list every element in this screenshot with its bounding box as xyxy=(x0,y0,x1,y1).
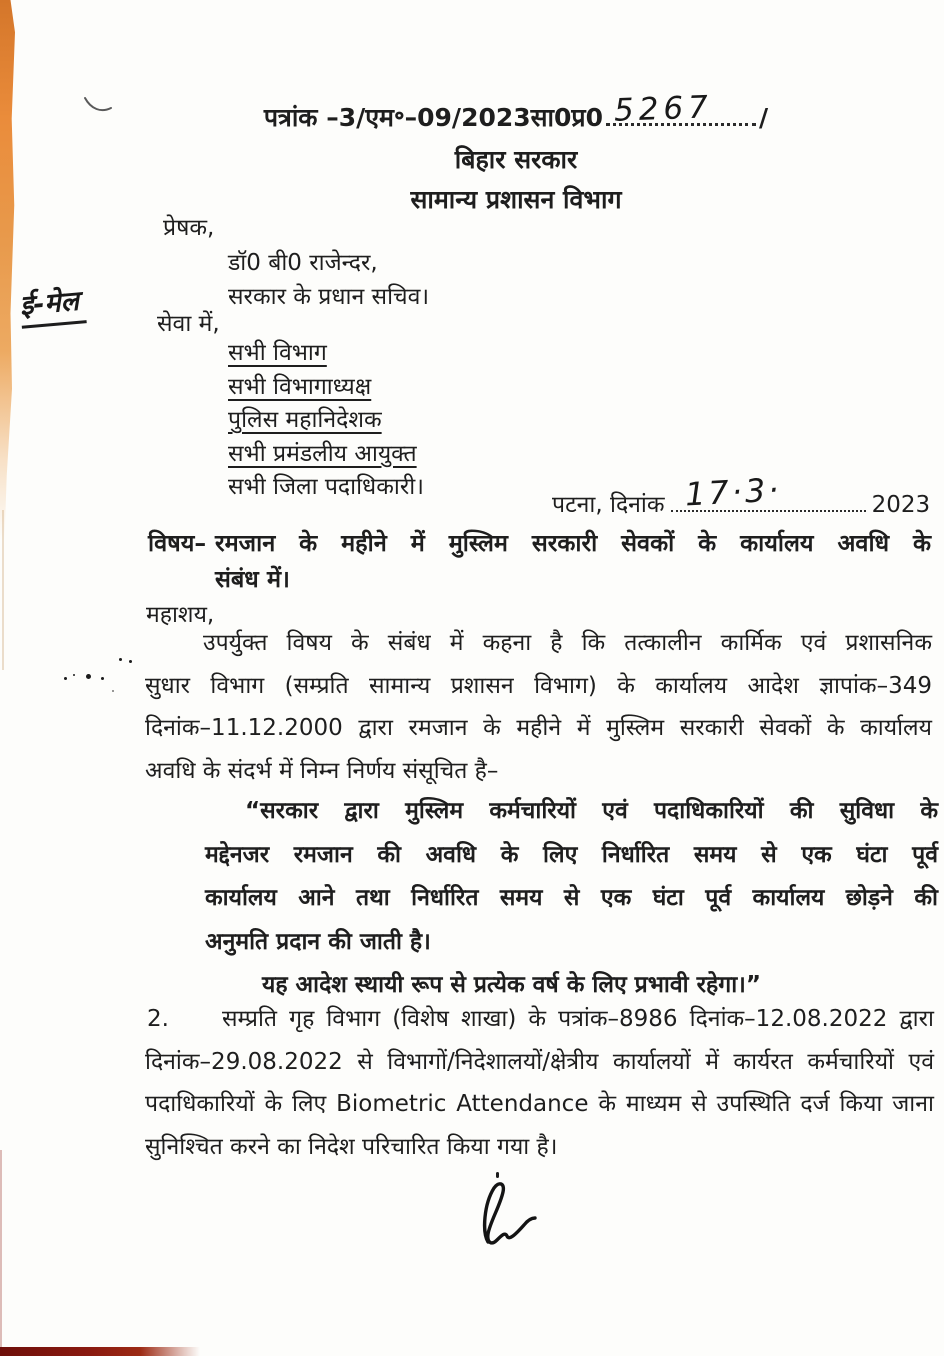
body-line: अवधि के संदर्भ में निम्न निर्णय संसूचित है– xyxy=(145,757,499,784)
recipient-item: पुलिस महानिदेशक xyxy=(228,407,382,433)
body-paragraph-2 xyxy=(145,998,934,1168)
para2-number: 2. xyxy=(147,1006,169,1032)
recipient-item: सभी विभाग xyxy=(228,340,327,366)
quote-line: अनुमति प्रदान की जाती है। xyxy=(205,928,431,955)
letterhead xyxy=(88,89,944,216)
place-date-line xyxy=(552,470,931,519)
ink-speck xyxy=(101,677,104,680)
government-title: बिहार सरकार xyxy=(454,145,578,174)
body-line: दिनांक–11.12.2000 द्वारा रमजान के महीने में मुस्लिम सरकारी सेवकों के कार्यालय xyxy=(145,715,932,741)
body-line: उपर्युक्त विषय के संबंध में कहना है कि तत्कालीन कार्मिक एवं प्रशासनिक xyxy=(203,630,932,656)
date-dotted-line xyxy=(671,470,866,514)
recipient-item: सभी जिला पदाधिकारी। xyxy=(228,474,424,500)
subject-line: रमजान के महीने में मुस्लिम सरकारी सेवकों के कार्यालय अवधि के xyxy=(215,529,931,557)
recipients-list xyxy=(228,337,424,505)
place-date-prefix: पटना, दिनांक xyxy=(552,492,665,518)
quote-line: “सरकार द्वारा मुस्लिम कर्मचारियों एवं पदाधिकारियों की सुविधा के xyxy=(245,798,938,824)
ref-printed-text: पत्रांक –3/एम॰–09/2023सा0प्र0 xyxy=(263,103,604,132)
quote-paragraph xyxy=(205,790,938,1008)
department-title: सामान्य प्रशासन विभाग xyxy=(410,185,622,214)
ref-handwritten-number: 5267 xyxy=(613,89,714,129)
handwritten-date: 17·3· xyxy=(683,470,782,514)
quote-line: कार्यालय आने तथा निर्धारित समय से एक घंटा पूर्व कार्यालय छोड़ने की xyxy=(205,885,938,911)
ink-speck xyxy=(64,677,67,680)
signature-mark xyxy=(472,1178,550,1252)
ink-speck xyxy=(129,660,132,663)
recipient-item: सभी प्रमंडलीय आयुक्त xyxy=(228,440,417,467)
left-edge-faint-line xyxy=(2,510,4,670)
sender-designation: सरकार के प्रधान सचिव। xyxy=(228,284,430,310)
recipient-item: सभी विभागाध्यक्ष xyxy=(228,373,372,400)
ink-speck xyxy=(112,690,114,692)
ink-speck xyxy=(86,674,91,679)
sender-label: प्रेषक, xyxy=(163,215,215,241)
body-line: सुधार विभाग (सम्प्रति सामान्य प्रशासन विभाग) के कार्यालय आदेश ज्ञापांक–349 xyxy=(145,672,932,699)
subject-line: संबंध में। xyxy=(215,565,290,593)
ref-slash: / xyxy=(759,103,769,132)
ink-speck xyxy=(119,658,122,661)
sender-name: डॉ0 बी0 राजेन्दर, xyxy=(228,250,378,276)
body-line xyxy=(145,998,934,1041)
year-text: 2023 xyxy=(871,492,931,518)
subject-label: विषय– xyxy=(148,529,207,557)
letter-ref-line xyxy=(263,89,769,134)
ref-dotted-line xyxy=(606,89,756,129)
bottom-edge-red-strip xyxy=(0,1347,200,1356)
margin-note-email: ई-मेल xyxy=(18,280,86,328)
quote-line: यह आदेश स्थायी रूप से प्रत्येक वर्ष के लिए प्रभावी रहेगा।” xyxy=(262,972,762,998)
left-edge-red-line xyxy=(0,1150,2,1356)
body-line: सुनिश्चित करने का निदेश परिचारित किया गया है। xyxy=(145,1133,558,1160)
body-line: पदाधिकारियों के लिए Biometric Attendance के माध्यम से उपस्थिति दर्ज किया जाना xyxy=(145,1091,934,1117)
quote-line: मद्देनजर रमजान की अवधि के लिए निर्धारित समय से एक घंटा पूर्व xyxy=(205,841,938,868)
ink-speck xyxy=(73,674,75,676)
body-paragraph-1 xyxy=(145,622,932,792)
salutation: महाशय, xyxy=(146,602,215,628)
body-line: दिनांक–29.08.2022 से विभागों/निदेशालयों/क्षेत्रीय कार्यालयों में कार्यरत कर्मचारियों एवं xyxy=(145,1048,934,1075)
recipients-label: सेवा में, xyxy=(157,311,220,337)
body-line-text: सम्प्रति गृह विभाग (विशेष शाखा) के पत्रांक–8986 दिनांक–12.08.2022 द्वारा xyxy=(222,1006,934,1032)
left-edge-orange-strip xyxy=(0,0,15,540)
